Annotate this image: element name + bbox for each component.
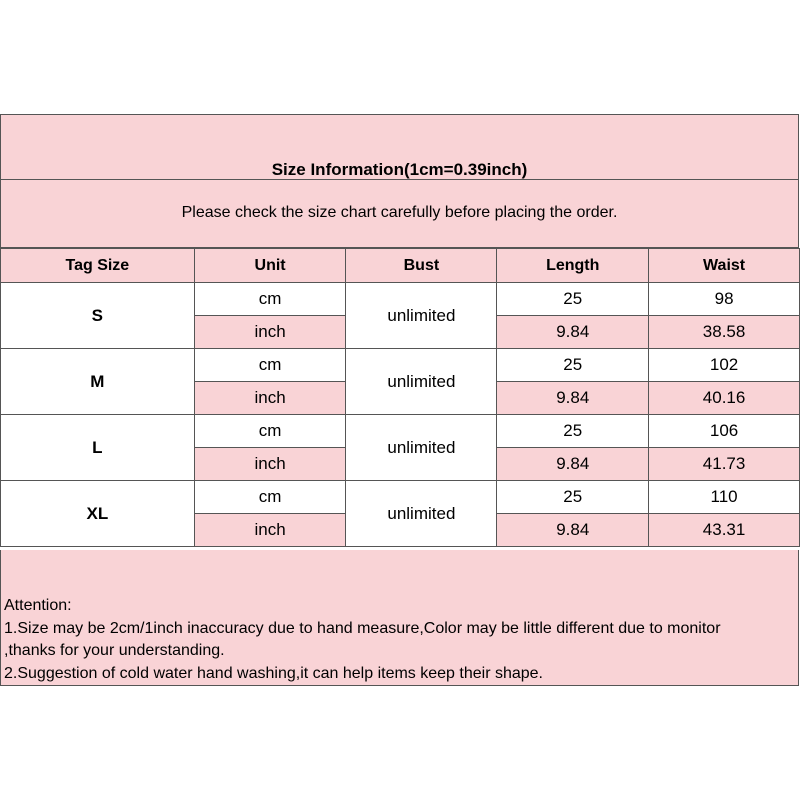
order-note: Please check the size chart carefully before placing the order. — [0, 180, 799, 248]
bust-cell: unlimited — [346, 283, 497, 349]
waist-cell: 41.73 — [649, 448, 800, 481]
length-cell: 25 — [497, 481, 649, 514]
header-unit: Unit — [194, 249, 346, 283]
bust-cell: unlimited — [346, 349, 497, 415]
unit-cell: inch — [194, 448, 346, 481]
length-cell: 25 — [497, 415, 649, 448]
attention-line-1-cont: ,thanks for your understanding. — [4, 642, 225, 659]
header-bust: Bust — [346, 249, 497, 283]
unit-cell: inch — [194, 514, 346, 547]
unit-cell: inch — [194, 382, 346, 415]
size-label: M — [1, 349, 195, 415]
length-cell: 25 — [497, 283, 649, 316]
unit-cell: cm — [194, 349, 346, 382]
attention-heading: Attention: — [4, 597, 72, 614]
waist-cell: 106 — [649, 415, 800, 448]
table-row — [1, 283, 800, 316]
length-cell: 9.84 — [497, 316, 649, 349]
waist-cell: 38.58 — [649, 316, 800, 349]
attention-line-1: 1.Size may be 2cm/1inch inaccuracy due to hand measure,Color may be little different due to monitor — [4, 619, 721, 637]
size-label: S — [1, 283, 195, 349]
waist-cell: 40.16 — [649, 382, 800, 415]
table-row — [1, 349, 800, 382]
unit-cell: inch — [194, 316, 346, 349]
unit-cell: cm — [194, 415, 346, 448]
size-label: XL — [1, 481, 195, 547]
length-cell: 9.84 — [497, 448, 649, 481]
header-length: Length — [497, 249, 649, 283]
length-cell: 25 — [497, 349, 649, 382]
waist-cell: 98 — [649, 283, 800, 316]
attention-line-2: 2.Suggestion of cold water hand washing,it can help items keep their shape. — [4, 664, 543, 682]
waist-cell: 110 — [649, 481, 800, 514]
size-table — [0, 248, 800, 547]
table-row — [1, 415, 800, 448]
waist-cell: 43.31 — [649, 514, 800, 547]
header-waist: Waist — [649, 249, 800, 283]
attention-notes — [0, 550, 799, 686]
table-row — [1, 481, 800, 514]
header-tag-size: Tag Size — [1, 249, 195, 283]
chart-title-cell — [0, 114, 799, 180]
length-cell: 9.84 — [497, 382, 649, 415]
size-label: L — [1, 415, 195, 481]
chart-title: Size Information(1cm=0.39inch) — [271, 160, 528, 179]
table-header-row — [1, 249, 800, 283]
waist-cell: 102 — [649, 349, 800, 382]
length-cell: 9.84 — [497, 514, 649, 547]
size-chart — [0, 114, 800, 686]
unit-cell: cm — [194, 481, 346, 514]
unit-cell: cm — [194, 283, 346, 316]
bust-cell: unlimited — [346, 481, 497, 547]
bust-cell: unlimited — [346, 415, 497, 481]
